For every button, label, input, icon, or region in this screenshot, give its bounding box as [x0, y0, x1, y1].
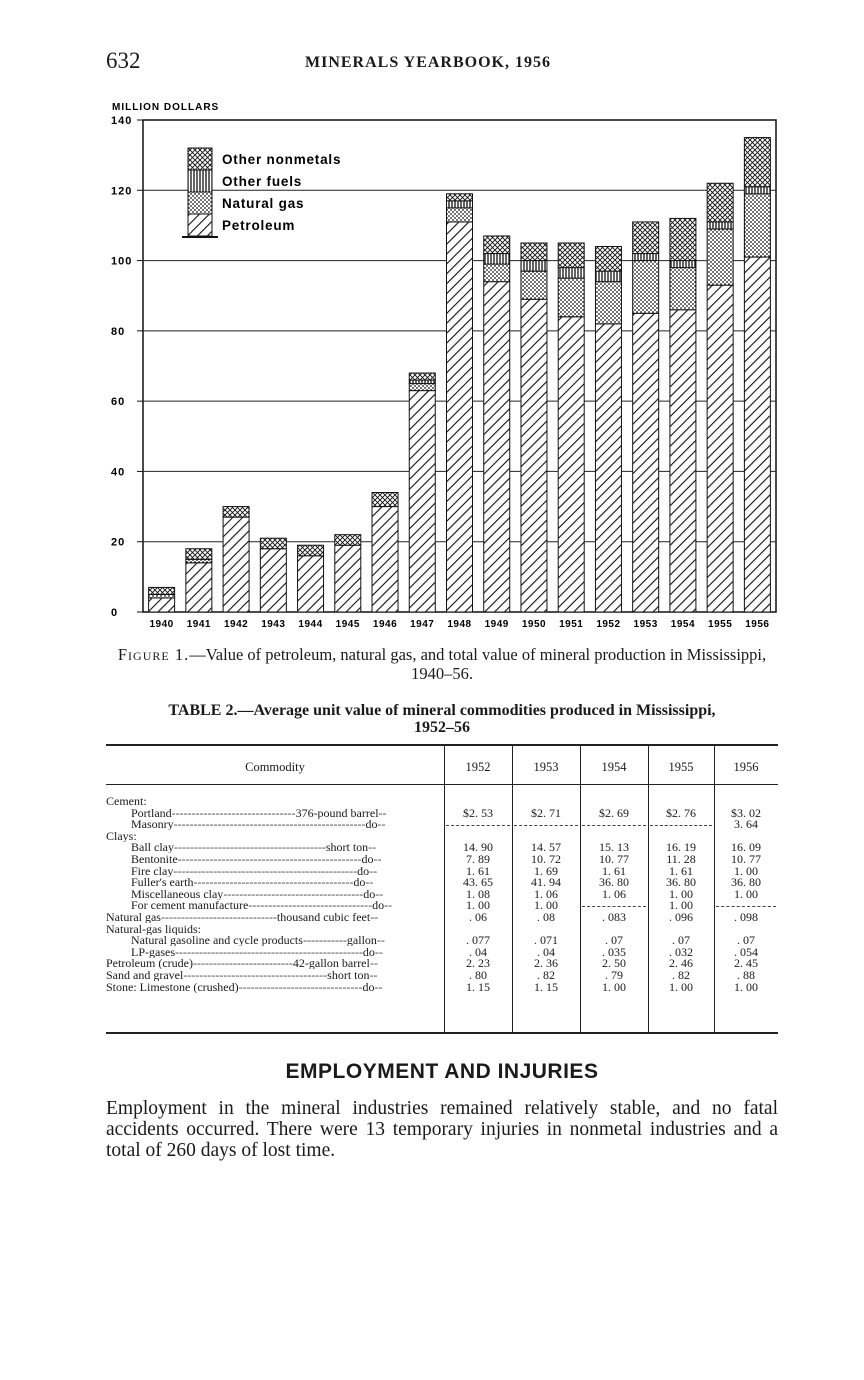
bar-segment-other-nonmetals [744, 138, 770, 187]
table-value-cell: 11. 28 [666, 852, 696, 866]
table-value-cell: 36. 80 [731, 875, 761, 890]
table-title-line1: TABLE 2.—Average unit value of mineral commodities produced in Mississippi, [168, 702, 716, 719]
table-empty-cell [582, 906, 646, 907]
bar-segment-other-fuels [707, 222, 733, 229]
table-value-cell: 1. 00 [602, 979, 626, 994]
y-tick-label: 40 [111, 466, 126, 479]
table-title [106, 702, 778, 736]
figure-caption-text: —Value of petroleum, natural gas, and total value of mineral production in Mississippi, 1940–56. [189, 645, 767, 683]
table-value-cell: 1. 00 [734, 979, 758, 994]
table-value-cell: 41. 94 [531, 875, 561, 890]
bar-segment-other-nonmetals [260, 538, 286, 549]
table-value-cell: 2. 23 [466, 956, 490, 971]
bar-segment-petroleum [633, 313, 659, 612]
table-value-cell: 2. 50 [602, 956, 626, 971]
table-value-cell: 1. 08 [466, 886, 490, 901]
bar-segment-petroleum [558, 317, 584, 612]
bar-segment-other-nonmetals [447, 194, 473, 201]
bar-segment-natural-gas [447, 208, 473, 222]
bar-segment-natural-gas [670, 268, 696, 310]
table-row-label: Stone: Limestone (crushed)-------------------------------do-- [106, 981, 383, 993]
table-row-label: Petroleum (crude)-------------------------42-gallon barrel-- [106, 958, 378, 970]
bar-segment-other-nonmetals [484, 236, 510, 254]
table-value-cell: 1. 00 [669, 886, 693, 901]
bar-segment-natural-gas [707, 229, 733, 285]
x-tick-label: 1951 [559, 619, 584, 630]
table-value-cell: 1. 00 [669, 898, 693, 913]
x-tick-label: 1949 [484, 619, 509, 630]
table-value-cell: $2. 71 [531, 805, 561, 820]
table-value-cell: 14. 90 [463, 840, 493, 855]
table-value-cell: . 054 [734, 944, 758, 959]
bar-segment-petroleum [298, 556, 324, 612]
legend-swatch-other-nonmetals [188, 148, 212, 170]
table-value-cell: $2. 69 [599, 805, 629, 820]
table-bottom-rule [106, 1032, 778, 1034]
table-value-cell: . 08 [537, 910, 555, 924]
table-row [106, 805, 778, 820]
table-value-cell: 1. 06 [602, 886, 626, 901]
y-tick-label: 20 [111, 536, 126, 549]
table-value-cell: . 07 [672, 933, 690, 948]
y-tick-label: 120 [111, 185, 133, 198]
figure-caption [106, 645, 778, 683]
table-value-cell: 16. 19 [666, 840, 696, 855]
table-row-label: Fuller's earth----------------------------------------do-- [131, 877, 374, 889]
x-tick-label: 1945 [335, 619, 360, 630]
bar-segment-petroleum [595, 324, 621, 612]
table-value-cell: . 88 [737, 968, 755, 982]
table-value-cell: . 035 [602, 944, 626, 959]
bar-segment-petroleum [484, 282, 510, 612]
x-tick-label: 1941 [186, 619, 211, 630]
table-value-cell: 2. 36 [534, 956, 558, 971]
bar-segment-petroleum [260, 549, 286, 612]
table-row-label: For cement manufacture-------------------------------do-- [131, 900, 393, 912]
table-value-cell: . 083 [602, 910, 626, 924]
table-value-cell: 1. 00 [734, 863, 758, 878]
bar-segment-petroleum [707, 285, 733, 612]
table-value-cell: . 071 [534, 933, 558, 948]
y-tick-label: 60 [111, 396, 126, 409]
bar-segment-other-nonmetals [670, 218, 696, 260]
x-tick-label: 1944 [298, 619, 323, 630]
table-value-cell: . 06 [469, 910, 487, 924]
table-value-cell: $3. 02 [731, 805, 761, 820]
table-value-cell: . 04 [469, 944, 487, 959]
table-empty-cell [446, 825, 510, 826]
bar-segment-other-nonmetals [186, 549, 212, 560]
legend-label: Petroleum [222, 218, 296, 233]
legend-swatch-natural-gas [188, 192, 212, 214]
y-tick-label: 80 [111, 325, 126, 338]
table-row-label: Masonry------------------------------------------------do-- [131, 819, 386, 831]
table-value-cell: 1. 00 [466, 898, 490, 913]
section-title: EMPLOYMENT AND INJURIES [285, 1060, 599, 1083]
bar-segment-petroleum [744, 257, 770, 612]
bar-segment-other-fuels [744, 187, 770, 194]
table-row-label: Clays: [106, 830, 137, 842]
bar-segment-other-nonmetals [595, 247, 621, 272]
table-value-cell: 36. 80 [599, 875, 629, 890]
table-row-label: Portland-------------------------------376-pound barrel-- [131, 807, 387, 819]
table-value-cell: 1. 61 [466, 863, 490, 878]
x-tick-label: 1953 [633, 619, 658, 630]
table-value-cell: 1. 61 [669, 863, 693, 878]
bar-segment-natural-gas [149, 594, 175, 598]
table-row [106, 979, 778, 994]
bar-segment-other-nonmetals [372, 493, 398, 507]
section-body-text: Employment in the mineral industries remained relatively stable, and no fatal accidents occurred. There were 13 temporary injuries in nonmetal industries and a total of 260 days of lost time. [106, 1098, 778, 1161]
bar-segment-petroleum [409, 391, 435, 612]
x-tick-label: 1948 [447, 619, 472, 630]
x-tick-label: 1946 [372, 619, 398, 630]
bar-segment-other-fuels [447, 201, 473, 208]
table-value-cell: 1. 06 [534, 886, 558, 901]
bar-segment-natural-gas [409, 384, 435, 391]
bar-segment-petroleum [372, 507, 398, 612]
table-empty-cell [650, 825, 712, 826]
table-value-cell: . 82 [537, 968, 555, 982]
table-row-label: Bentonite----------------------------------------------do-- [131, 854, 382, 865]
table-value-cell: 43. 65 [463, 875, 493, 890]
table-value-cell: 1. 00 [669, 979, 693, 994]
legend-swatch-petroleum [188, 214, 212, 236]
y-tick-label: 0 [111, 607, 119, 619]
mineral-value-bar-chart [100, 95, 790, 635]
bar-segment-natural-gas [484, 264, 510, 282]
bar-segment-other-fuels [521, 261, 547, 272]
table-empty-cell [716, 906, 776, 907]
bar-segment-natural-gas [633, 261, 659, 314]
bar-segment-other-nonmetals [633, 222, 659, 254]
table-value-cell: $2. 76 [666, 805, 696, 820]
table-value-cell: 7. 89 [466, 852, 490, 866]
figure-label: Figure 1. [117, 645, 190, 664]
bar-segment-other-fuels [595, 271, 621, 282]
table-value-cell: 1. 15 [466, 979, 490, 994]
bar-segment-other-nonmetals [298, 545, 324, 556]
table-header-cell: 1953 [533, 760, 559, 774]
y-tick-label: 140 [111, 115, 133, 127]
y-axis-label: MILLION DOLLARS [112, 102, 220, 113]
table-value-cell: . 098 [734, 910, 758, 924]
x-tick-label: 1950 [521, 619, 547, 630]
table-value-cell: 10. 77 [599, 852, 629, 866]
table-value-cell: $2. 53 [463, 805, 493, 820]
table-empty-cell [514, 825, 578, 826]
table-row-label: Natural gasoline and cycle products-----------gallon-- [131, 935, 385, 947]
bar-segment-petroleum [186, 563, 212, 612]
bar-segment-petroleum [149, 598, 175, 612]
table-value-cell: . 077 [466, 933, 490, 948]
bar-segment-natural-gas [558, 278, 584, 317]
x-tick-label: 1940 [149, 619, 174, 630]
table-value-cell: . 82 [672, 968, 690, 982]
bar-segment-other-fuels [409, 380, 435, 384]
table-value-cell: . 07 [605, 933, 623, 948]
table-row [106, 912, 778, 923]
bar-segment-petroleum [670, 310, 696, 612]
bar-segment-other-fuels [633, 254, 659, 261]
table-value-cell: 2. 46 [669, 956, 693, 971]
legend-label: Natural gas [222, 196, 305, 211]
table-top-rule [106, 744, 778, 746]
bar-segment-other-fuels [670, 261, 696, 268]
bar-segment-other-fuels [558, 268, 584, 279]
table-row-label: Miscellaneous clay-----------------------------------do-- [131, 888, 384, 900]
table-header-cell: 1954 [601, 760, 627, 774]
table-row-label: Fire clay----------------------------------------------do-- [131, 865, 378, 877]
table-value-cell: 16. 09 [731, 840, 761, 855]
bar-segment-other-nonmetals [409, 373, 435, 380]
table-header-cell: 1955 [668, 760, 694, 774]
running-header-title: MINERALS YEARBOOK, 1956 [305, 54, 551, 71]
legend-label: Other nonmetals [222, 152, 342, 167]
bar-segment-other-nonmetals [335, 535, 361, 546]
table-value-cell: 10. 77 [731, 852, 761, 866]
table-value-cell: 3. 64 [734, 817, 758, 832]
x-tick-label: 1947 [410, 619, 435, 630]
bar-segment-other-fuels [484, 254, 510, 265]
table-value-cell: 1. 00 [734, 886, 758, 901]
table-value-cell: 1. 15 [534, 979, 558, 994]
table-empty-cell [582, 825, 646, 826]
bar-segment-other-nonmetals [223, 507, 249, 518]
legend-label: Other fuels [222, 174, 303, 189]
legend-swatch-other-fuels [188, 170, 212, 192]
table-header-cell: 1956 [733, 760, 759, 774]
table-row [106, 819, 778, 830]
table-row-label: Ball clay--------------------------------------short ton-- [131, 842, 377, 854]
x-tick-label: 1943 [261, 619, 286, 630]
table-value-cell: 1. 61 [602, 863, 626, 878]
bar-segment-other-nonmetals [521, 243, 547, 261]
table-header-cell: 1952 [465, 760, 491, 774]
table-value-cell: 2. 45 [734, 956, 758, 971]
bar-segment-other-nonmetals [149, 587, 175, 594]
bar-segment-petroleum [521, 299, 547, 612]
table-value-cell: . 032 [669, 944, 693, 959]
bar-segment-other-nonmetals [707, 183, 733, 222]
bar-segment-natural-gas [186, 559, 212, 563]
table-value-cell: 1. 69 [534, 863, 558, 878]
y-tick-label: 100 [111, 255, 133, 268]
bar-segment-natural-gas [595, 282, 621, 324]
table-value-cell: 14. 57 [531, 840, 561, 855]
table-value-cell: 15. 13 [599, 840, 629, 855]
bar-segment-petroleum [223, 517, 249, 612]
x-tick-label: 1942 [223, 619, 249, 630]
table-header-rule [106, 784, 778, 785]
table-value-cell: . 04 [537, 944, 555, 959]
table-row-label: LP-gases-----------------------------------------------do-- [131, 946, 383, 958]
page-number: 632 [106, 48, 141, 73]
table-value-cell: . 79 [605, 968, 623, 982]
table-title-line2: 1952–56 [414, 719, 470, 736]
bar-segment-natural-gas [521, 271, 547, 299]
x-tick-label: 1954 [670, 619, 696, 630]
table-value-cell: 10. 72 [531, 852, 561, 866]
table-value-cell: . 07 [737, 933, 755, 948]
table-header-cell: Commodity [245, 760, 305, 774]
table-value-cell: . 096 [669, 910, 693, 924]
bar-segment-petroleum [335, 545, 361, 612]
table-row-label: Cement: [106, 796, 147, 807]
bar-segment-other-nonmetals [558, 243, 584, 268]
bar-segment-petroleum [447, 222, 473, 612]
table-value-cell: 36. 80 [666, 875, 696, 890]
table-row-label: Sand and gravel------------------------------------short ton-- [106, 970, 378, 981]
table-row-label: Natural gas-----------------------------thousand cubic feet-- [106, 912, 379, 923]
table-value-cell: 1. 00 [534, 898, 558, 913]
table-row-label: Natural-gas liquids: [106, 923, 201, 935]
table-value-cell: . 80 [469, 968, 487, 982]
unit-value-table [106, 744, 778, 1034]
bar-segment-natural-gas [744, 194, 770, 257]
x-tick-label: 1956 [745, 619, 770, 630]
x-tick-label: 1952 [596, 619, 621, 630]
x-tick-label: 1955 [708, 619, 733, 630]
